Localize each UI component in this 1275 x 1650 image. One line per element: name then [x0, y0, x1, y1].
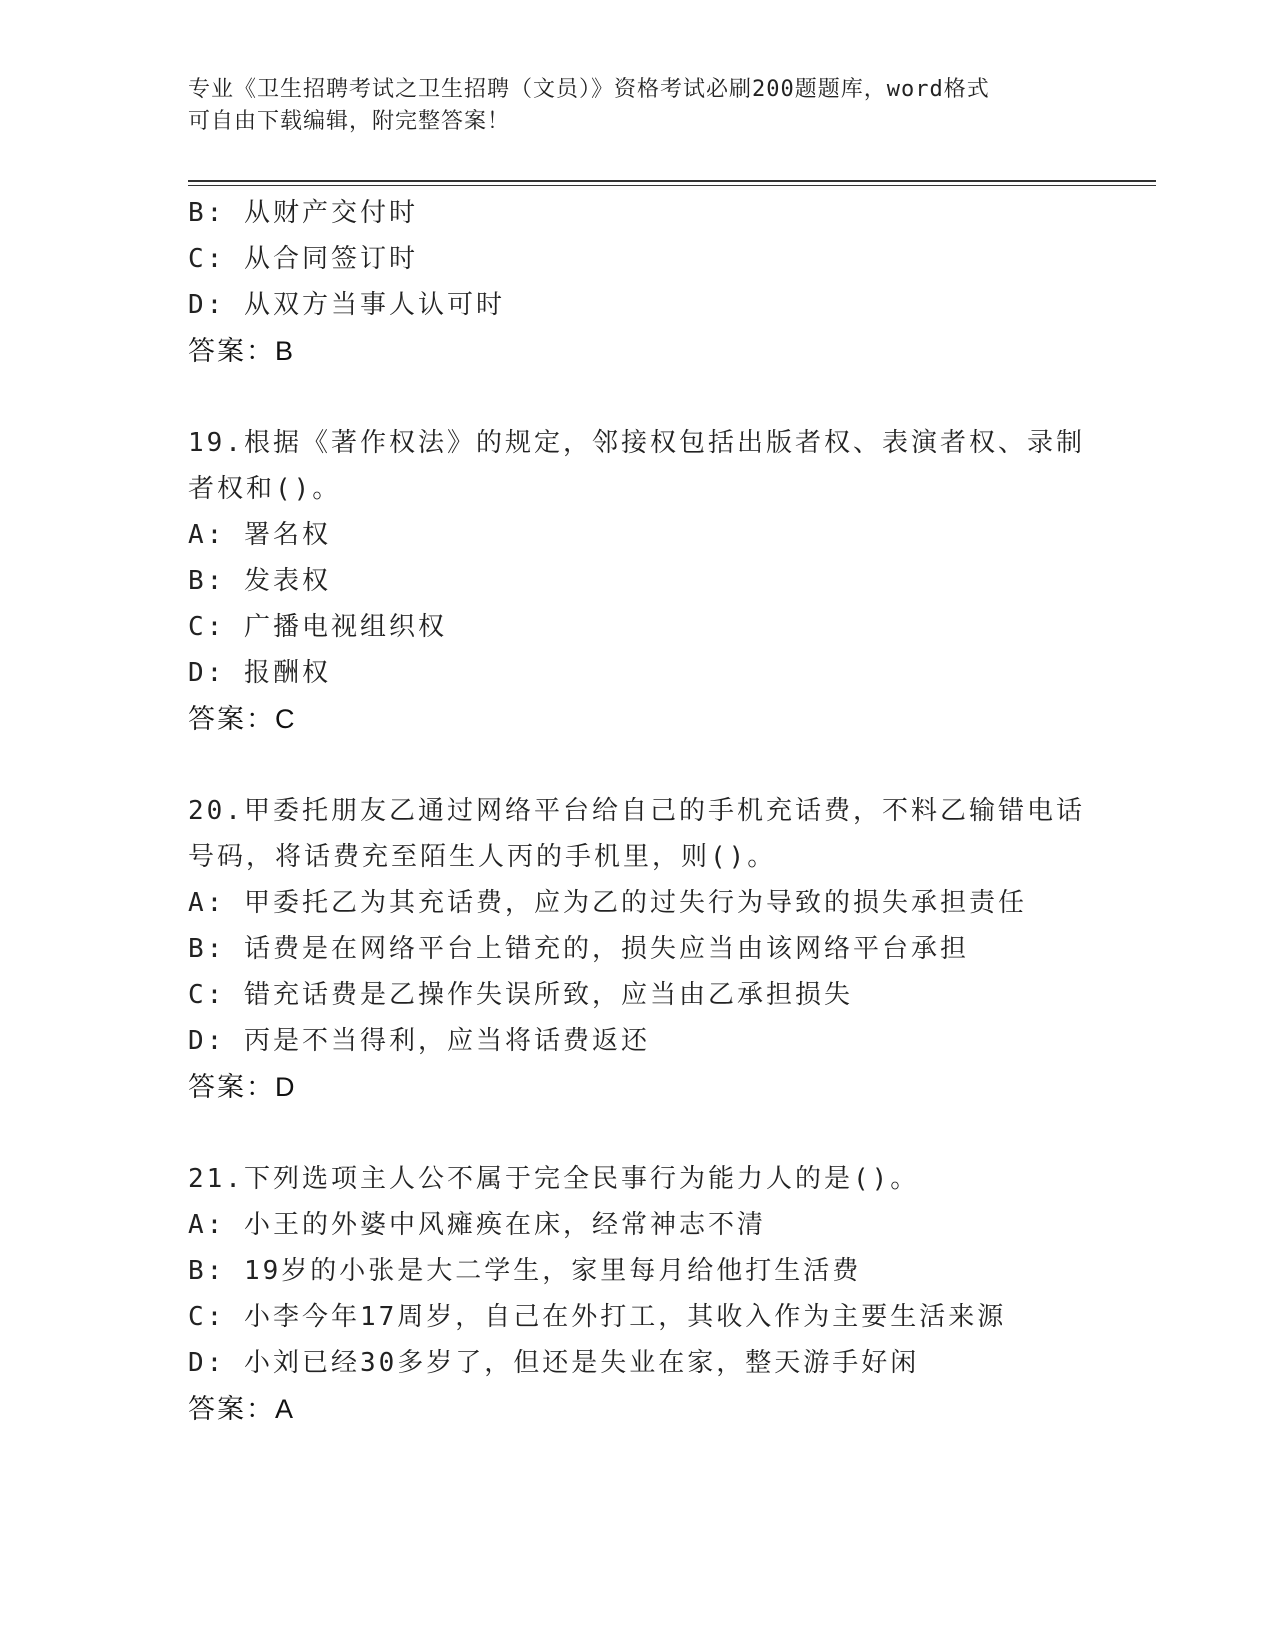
- option-a: A: 甲委托乙为其充话费，应为乙的过失行为导致的损失承担责任: [188, 888, 1027, 918]
- option-c: C: 从合同签订时: [188, 244, 418, 274]
- option-d: D: 丙是不当得利，应当将话费返还: [188, 1026, 650, 1056]
- header-line-2: 可自由下载编辑，附完整答案！: [188, 109, 511, 134]
- option-b: B: 19岁的小张是大二学生，家里每月给他打生活费: [188, 1256, 862, 1286]
- question-20: [188, 788, 1088, 1110]
- question-19: [188, 420, 1088, 742]
- question-text: 20.甲委托朋友乙通过网络平台给自己的手机充话费，不料乙输错电话号码，将话费充至陌生人丙的手机里，则()。: [188, 796, 1085, 872]
- header-divider: [188, 180, 1156, 186]
- option-c: C: 错充话费是乙操作失误所致，应当由乙承担损失: [188, 980, 853, 1010]
- option-b: B: 从财产交付时: [188, 198, 418, 228]
- answer-label: 答案：A: [188, 1394, 296, 1424]
- option-a: A: 署名权: [188, 520, 331, 550]
- question-18-continued: [188, 190, 1088, 374]
- header-line-1: 专业《卫生招聘考试之卫生招聘（文员）》资格考试必刷200题题库，word格式: [188, 77, 990, 102]
- question-21: [188, 1156, 1088, 1432]
- question-text: 21.下列选项主人公不属于完全民事行为能力人的是()。: [188, 1164, 920, 1194]
- option-d: D: 小刘已经30多岁了，但还是失业在家，整天游手好闲: [188, 1348, 920, 1378]
- option-b: B: 话费是在网络平台上错充的，损失应当由该网络平台承担: [188, 934, 969, 964]
- option-b: B: 发表权: [188, 566, 331, 596]
- option-d: D: 从双方当事人认可时: [188, 290, 505, 320]
- answer-label: 答案：B: [188, 336, 296, 366]
- document-header: [188, 74, 1088, 138]
- answer-label: 答案：D: [188, 1072, 297, 1102]
- question-text: 19.根据《著作权法》的规定，邻接权包括出版者权、表演者权、录制者权和()。: [188, 428, 1085, 504]
- option-d: D: 报酬权: [188, 658, 331, 688]
- option-c: C: 广播电视组织权: [188, 612, 447, 642]
- question-list: [188, 190, 1088, 1432]
- option-c: C: 小李今年17周岁，自己在外打工，其收入作为主要生活来源: [188, 1302, 1007, 1332]
- option-a: A: 小王的外婆中风瘫痪在床，经常神志不清: [188, 1210, 766, 1240]
- answer-label: 答案：C: [188, 704, 297, 734]
